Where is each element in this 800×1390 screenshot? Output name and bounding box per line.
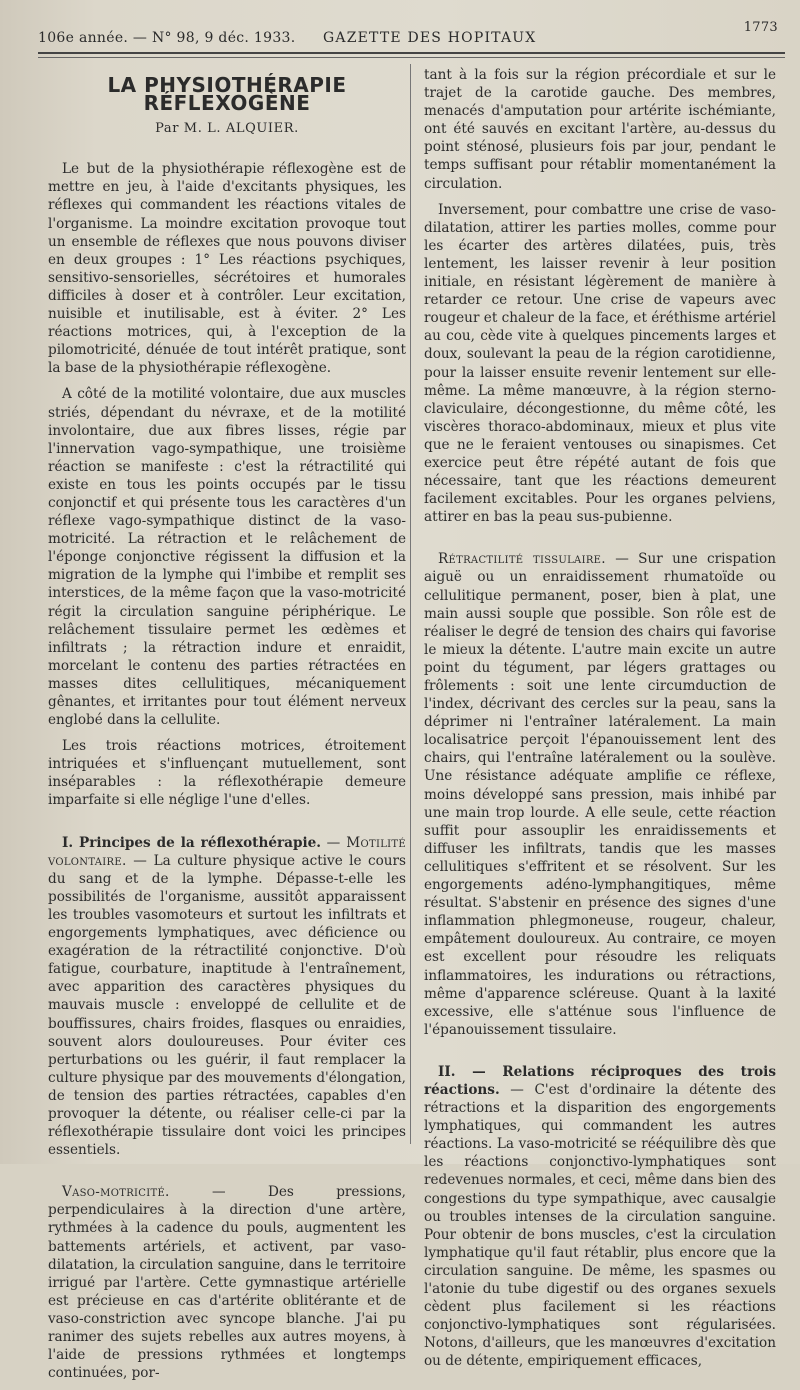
issue-info: 106e année. — N° 98, 9 déc. 1933. <box>38 30 296 46</box>
subsection-label: Vaso-motricité. <box>62 1184 170 1201</box>
left-column <box>48 66 406 1390</box>
header-rule-thin <box>38 57 785 58</box>
section-1 <box>48 834 406 1160</box>
paragraph: Les trois réactions motrices, étroitement intriquées et s'influençant mutuellement, sont inséparables : la réflexothérapie demeure imparfaite si elle néglige l'une d'elles. <box>48 738 406 809</box>
subsection-label: Rétractilité tissulaire. <box>438 551 606 568</box>
section-text: — C'est d'ordinaire la détente des rétractions et la disparition des engorgements lymphatiques, qui commandent les autres réactions. La vaso-motricité se rééquilibre dès que les réactions conjonctivo-lymphatiques sont redevenues normales, et ceci, même dans bien des congestions du type sympathique, avec causalgie ou troubles intenses de la circulation sanguine. Pour obtenir de bons muscles, c'est la circulation lymphatique qu'il faut rétablir, plus encore que la circulation sanguine. De même, les spasmes ou l'atonie du tube digestif ou des organes sexuels cèdent plus facilement si les réactions conjonctivo-lymphatiques sont régularisées. Notons, d'ailleurs, que les manœuvres d'excitation ou de détente, empiriquement efficaces, <box>424 1081 777 1370</box>
page-number: 1773 <box>743 20 778 35</box>
subsection-retract <box>424 550 776 1039</box>
article-byline: Par M. L. ALQUIER. <box>155 121 299 137</box>
journal-title: GAZETTE DES HOPITAUX <box>323 30 537 46</box>
header-rule <box>38 52 785 54</box>
article-title: LA PHYSIOTHÉRAPIE RÉFLEXOGÈNE <box>107 73 347 116</box>
section-text: La culture physique active le cours du sang et de la lymphe. Dépasse-t-elle les possibilités de l'organisme, aussitôt apparaissent les troubles vasomoteurs et surtout les infiltrats et engorgements lymphatiques, avec déficience ou exagération de la rétractilité conjonctive. D'où fatigue, courbature, inaptitude à l'entraînement, avec apparition des caractères physiques du mauvais muscle : enveloppé de cellulite et de bouffissures, chairs froides, flasques ou enraidies, souvent alors douloureuses. Pour éviter ces perturbations ou les guérir, il faut remplacer la culture physique par des mouvements d'élongation, de tension des parties rétractées, capables d'en provoquer la détente, ou réaliser celle-ci par la réflexothérapie tissulaire dont voici les principes essentiels. <box>48 852 407 1159</box>
paragraph: A côté de la motilité volontaire, due aux muscles striés, dépendant du névraxe, et de la motilité involontaire, due aux fibres lisses, régie par l'innervation vago-sympathique, une troisième réaction se manifeste : c'est la rétractilité qui existe en tous les points occupés par le tissu conjonctif et qui présente tous les caractères d'un réflexe vago-sympathique distinct de la vaso-motricité. La rétraction et le relâchement de l'éponge conjonctive régissent la diffusion et la migration de la lymphe qui l'imbibe et remplit ses interstices, de la même façon que la vaso-motricité régit la circulation sanguine périphérique. Le relâchement tissulaire permet les œdèmes et infiltrats ; la rétraction indure et enraidit, morcelant le contenu des parties rétractées en masses dites cellulitiques, mécaniquement gênantes, et irritantes pour tout élément nerveux englobé dans la cellulite. <box>48 386 406 729</box>
section-text: — Des pressions, perpendiculaires à la direction d'une artère, rythmées à la cadence du pouls, augmentent les battements artériels, et activent, par vaso-dilatation, la circulation sanguine, dans le territoire irrigué par l'artère. Cette gymnastique artérielle est précieuse en cas d'artérite oblitérante et de vaso-constriction avec syncope blanche. J'ai pu ranimer des sujets rebelles aux autres moyens, à l'aide de pressions rythmées et longtemps continuées, por- <box>48 1184 406 1382</box>
section-heading: I. Principes de la réflexothérapie. <box>62 834 322 851</box>
paragraph: Inversement, pour combattre une crise de vaso-dilatation, attirer les parties molles, comme pour les écarter des artères dilatées, puis, très lentement, les laisser revenir à leur position initiale, en résistant légèrement de manière à retarder ce retour. Une crise de vapeurs avec rougeur et chaleur de la face, et éréthisme artériel au cou, cède vite à quelques pincements larges et doux, soulevant la peau de la région carotidienne, pour la laisser ensuite revenir lentement sur elle-même. La même manœuvre, à la région sterno-claviculaire, décongestionne, du même côté, les viscères thoraco-abdominaux, mieux et plus vite que ne le feraient ventouses ou sinapismes. Cet exercice peut être répété autant de fois que nécessaire, tant que les réactions demeurent facilement excitables. Pour les organes pelviens, attirer en bas la peau sus-pubienne. <box>424 201 776 526</box>
section-heading: II. — Relations réciproques des trois réactions. <box>424 1063 776 1098</box>
section-2 <box>424 1063 776 1371</box>
section-text: — Sur une crispation aiguë ou un enraidissement rhumatoïde ou cellulitique permanent, poser, bien à plat, une main aussi souple que possible. Son rôle est de réaliser le degré de tension des chairs qui favorise le mieux la détente. L'autre main excite un autre point du tégument, par légers grattages ou frôlements : soit une lente circumduction de l'index, décrivant des cercles sur la peau, sans la déprimer ni l'entraîner latéralement. La main localisatrice perçoit l'épanouissement lent des chairs, qui l'entraîne latéralement ou la soulève. Une résistance adéquate amplifie ce réflexe, moins développé sans pression, mais inhibé par une main trop lourde. A elle seule, cette réaction suffit pour assouplir les enraidissements et diffuser les infiltrats, tandis que les masses cellulitiques s'effritent et se résolvent. Sur les engorgements adéno-lymphangitiques, même résultat. S'abstenir en présence des signes d'une inflammation phlegmoneuse, rougeur, chaleur, empâtement douloureux. Au contraire, ce moyen est excellent pour résoudre les reliquats inflammatoires, les indurations ou rétractions, même d'apparence scléreuse. Quant à la laxité excessive, elle s'atténue sous l'influence de l'épanouissement tissulaire. <box>424 551 776 1038</box>
right-column <box>424 66 776 1378</box>
column-divider <box>410 64 411 1144</box>
subsection-label: — Motilité volontaire. — <box>48 834 407 869</box>
page-header <box>38 20 778 54</box>
paragraph: Le but de la physiothérapie réflexogène est de mettre en jeu, à l'aide d'excitants physiques, les réflexes qui commandent les réactions vitales de l'organisme. La moindre excitation provoque tout un ensemble de réflexes que nous pouvons diviser en deux groupes : 1° Les réactions psychiques, sensitivo-sensorielles, sécrétoires et humorales difficiles à doser et à contrôler. Leur excitation, nuisible et inutilisable, est à éviter. 2° Les réactions motrices, qui, à l'exception de la pilomotricité, dénuée de tout intérêt pratique, sont la base de la physiothérapie réflexogène. <box>48 161 406 377</box>
subsection-vaso <box>48 1183 406 1382</box>
paragraph: tant à la fois sur la région précordiale et sur le trajet de la carotide gauche. Des membres, menacés d'amputation pour artérite ischémiante, ont été sauvés en excitant l'artère, au-dessus du point sténosé, plusieurs fois par jour, pendant le temps suffisant pour rétablir momentanément la circulation. <box>424 67 776 192</box>
